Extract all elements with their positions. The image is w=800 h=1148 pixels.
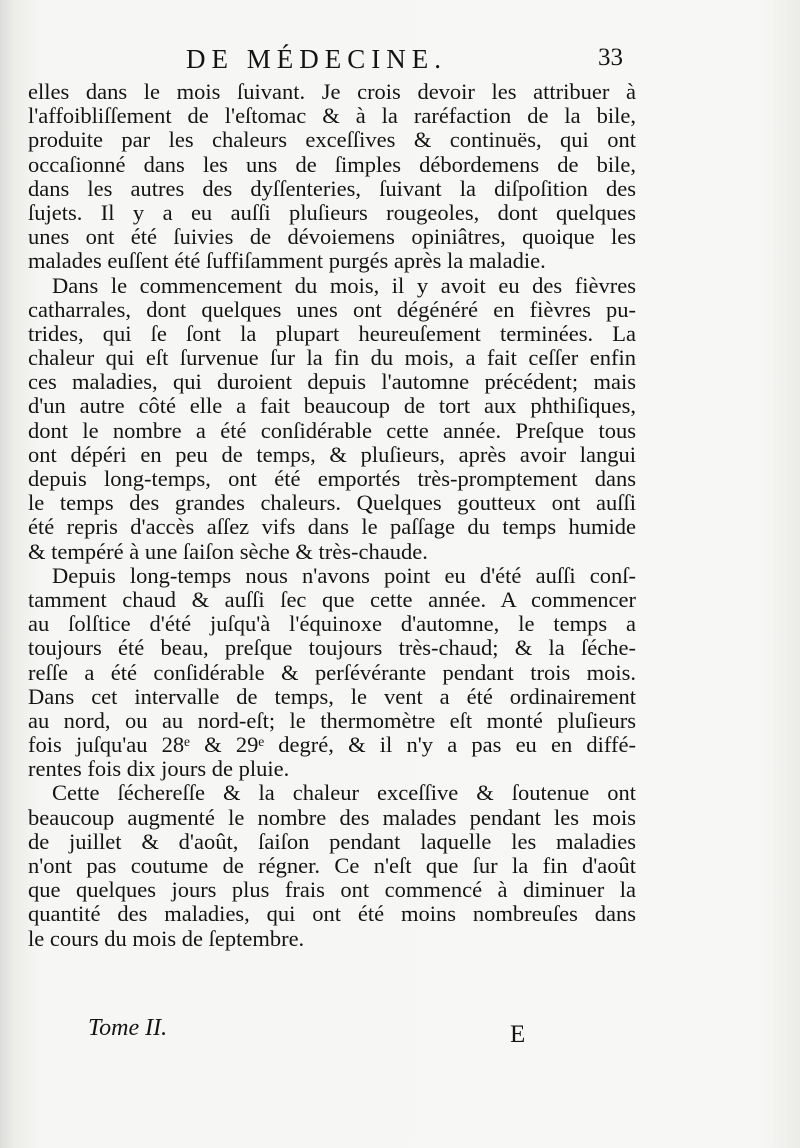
text-line: produite par les chaleurs exceſſives & continuës, qui ont: [28, 127, 636, 153]
text-line: & tempéré à une ſaiſon sèche & très-chaude.: [28, 538, 428, 564]
page-header: [0, 44, 800, 80]
text-line: été repris d'accès aſſez vifs dans le paſſage du temps humide: [28, 514, 636, 540]
text-line: de juillet & d'août, ſaiſon pendant laquelle les maladies: [28, 828, 636, 854]
paragraph: [28, 274, 636, 564]
text-line: Depuis long-temps nous n'avons point eu d'été auſſi conſ-: [52, 562, 636, 588]
paragraph: [28, 564, 636, 782]
text-line: unes ont été ſuivies de dévoiemens opiniâtres, quoique les: [28, 224, 636, 250]
text-line: catharrales, dont quelques unes ont dégénéré en fièvres pu-: [28, 296, 636, 322]
text-line: le cours du mois de ſeptembre.: [28, 925, 305, 951]
text-line: fois juſqu'au 28ᵉ & 29ᵉ degré, & il n'y a pas eu en diffé-: [28, 732, 636, 758]
text-line: que quelques jours plus frais ont commencé à diminuer la: [28, 877, 636, 903]
text-line: quantité des maladies, qui ont été moins nombreuſes dans: [28, 901, 636, 927]
running-head: DE MÉDECINE.: [186, 44, 447, 74]
text-line: elles dans le mois ſuivant. Je crois devoir les attribuer à: [28, 79, 636, 104]
text-line: dont le nombre a été conſidérable cette année. Preſque tous: [28, 417, 636, 443]
text-line: reſſe a été conſidérable & perſévérante pendant trois mois.: [28, 659, 636, 685]
text-line: occaſionné dans les uns de ſimples débordemens de bile,: [28, 151, 636, 177]
paragraph: [28, 781, 636, 950]
text-line: Cette ſéchereſſe & la chaleur exceſſive & ſoutenue ont: [52, 780, 636, 806]
page-footer: [0, 1015, 800, 1055]
text-line: beaucoup augmenté le nombre des malades pendant les mois: [28, 804, 636, 830]
text-line: d'un autre côté elle a fait beaucoup de tort aux phthiſiques,: [28, 393, 636, 419]
text-line: dans les autres des dyſſenteries, ſuivant la diſpoſition des: [28, 175, 636, 201]
text-line: depuis long-temps, ont été emportés très-promptement dans: [28, 466, 636, 491]
text-line: ont dépéri en peu de temps, & pluſieurs, après avoir langui: [28, 441, 636, 467]
text-line: ſujets. Il y a eu auſſi pluſieurs rougeoles, dont quelques: [28, 199, 636, 225]
text-line: le temps des grandes chaleurs. Quelques goutteux ont auſſi: [28, 490, 636, 516]
paragraph: [28, 80, 636, 274]
text-line: rentes fois dix jours de pluie.: [28, 756, 290, 782]
text-line: malades euſſent été ſuffiſamment purgés après la maladie.: [28, 248, 546, 274]
text-line: trides, qui ſe ſont la plupart heureuſement terminées. La: [28, 320, 636, 346]
text-line: Dans cet intervalle de temps, le vent a été ordinairement: [28, 683, 636, 709]
text-line: tamment chaud & auſſi ſec que cette année. A commencer: [28, 586, 636, 612]
volume-marker: Tome II.: [88, 1015, 168, 1041]
text-line: au ſolſtice d'été juſqu'à l'équinoxe d'automne, le temps a: [28, 611, 636, 637]
text-line: ces maladies, qui duroient depuis l'automne précédent; mais: [28, 369, 636, 395]
body-text: [28, 80, 636, 951]
page-number: 33: [598, 44, 623, 71]
text-line: n'ont pas coutume de régner. Ce n'eſt que ſur la fin d'août: [28, 853, 636, 878]
text-line: au nord, ou au nord-eſt; le thermomètre eſt monté pluſieurs: [28, 707, 636, 733]
text-line: chaleur qui eſt ſurvenue ſur la fin du mois, a fait ceſſer enfin: [28, 345, 636, 371]
text-line: l'affoibliſſement de l'eſtomac & à la raréfaction de la bile,: [28, 103, 636, 129]
text-line: toujours été beau, preſque toujours très-chaud; & la ſéche-: [28, 635, 636, 661]
text-line: Dans le commencement du mois, il y avoit eu des fièvres: [52, 272, 636, 298]
signature-mark: E: [510, 1021, 526, 1048]
